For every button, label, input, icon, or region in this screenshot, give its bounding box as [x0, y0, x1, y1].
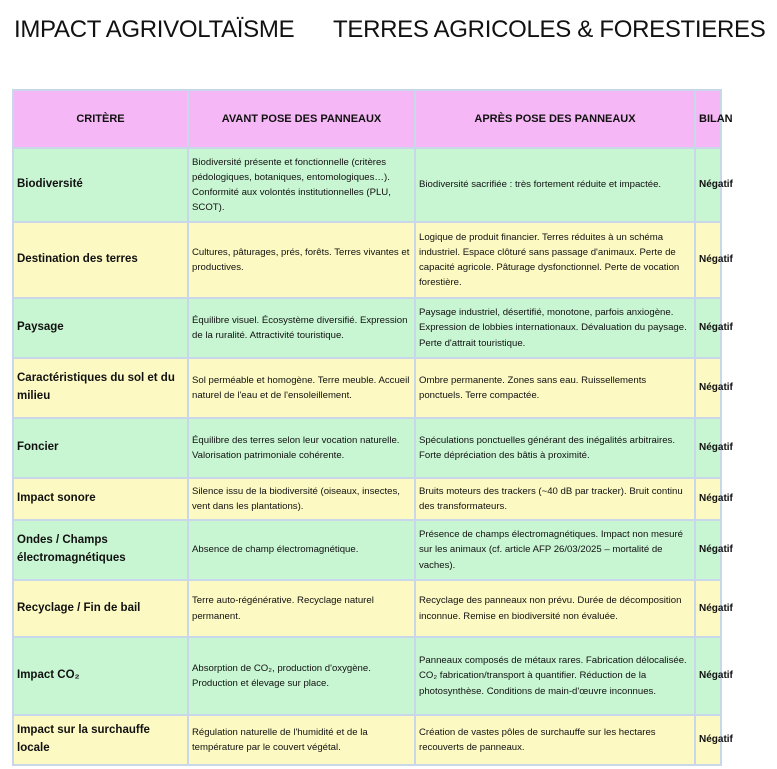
row-critere: Foncier	[13, 418, 188, 478]
row-avant: Terre auto-régénérative. Recyclage naturel permanent.	[188, 580, 415, 637]
row-bilan: Négatif	[695, 520, 721, 580]
table-row	[13, 222, 721, 298]
table-row	[13, 715, 721, 765]
row-critere: Ondes / Champs électromagnétiques	[13, 520, 188, 580]
table-row	[13, 520, 721, 580]
row-apres: Paysage industriel, désertifié, monotone, parfois anxiogène. Expression de lobbies internationaux. Dévaluation du paysage. Perte d'attrait touristique.	[415, 298, 695, 358]
title-left: IMPACT AGRIVOLTAÏSME	[14, 16, 295, 43]
row-apres: Panneaux composés de métaux rares. Fabrication délocalisée. CO₂ fabrication/transport à quantifier. Réduction de la photosynthèse. Conditions de main-d'œuvre inconnues.	[415, 637, 695, 715]
row-avant: Biodiversité présente et fonctionnelle (critères pédologiques, botaniques, entomologiques…). Conformité aux volontés institutionnelles (PLU, SCOT).	[188, 148, 415, 222]
row-avant: Absence de champ électromagnétique.	[188, 520, 415, 580]
table-row	[13, 358, 721, 418]
table-row	[13, 418, 721, 478]
row-bilan: Négatif	[695, 148, 721, 222]
row-avant: Sol perméable et homogène. Terre meuble. Accueil naturel de l'eau et de l'ensoleillement.	[188, 358, 415, 418]
row-bilan: Négatif	[695, 637, 721, 715]
row-avant: Cultures, pâturages, prés, forêts. Terres vivantes et productives.	[188, 222, 415, 298]
row-apres: Bruits moteurs des trackers (~40 dB par tracker). Bruit continu des transformateurs.	[415, 478, 695, 520]
title-right: TERRES AGRICOLES & FORESTIERES	[333, 16, 766, 43]
row-avant: Silence issu de la biodiversité (oiseaux, insectes, vent dans les plantations).	[188, 478, 415, 520]
row-apres: Présence de champs électromagnétiques. Impact non mesuré sur les animaux (cf. article AFP 26/03/2025 – mortalité de vaches).	[415, 520, 695, 580]
impact-table	[12, 89, 733, 766]
header-bilan: BILAN	[695, 90, 721, 148]
row-bilan: Négatif	[695, 222, 721, 298]
table-row	[13, 478, 721, 520]
row-apres: Création de vastes pôles de surchauffe sur les hectares recouverts de panneaux.	[415, 715, 695, 765]
row-avant: Absorption de CO₂, production d'oxygène. Production et élevage sur place.	[188, 637, 415, 715]
row-apres: Ombre permanente. Zones sans eau. Ruissellements ponctuels. Terre compactée.	[415, 358, 695, 418]
row-critere: Caractéristiques du sol et du milieu	[13, 358, 188, 418]
row-avant: Équilibre visuel. Écosystème diversifié. Expression de la ruralité. Attractivité touristique.	[188, 298, 415, 358]
row-critere: Impact sonore	[13, 478, 188, 520]
row-apres: Spéculations ponctuelles générant des inégalités arbitraires. Forte dépréciation des bâtis à proximité.	[415, 418, 695, 478]
header-row	[13, 90, 721, 148]
row-critere: Paysage	[13, 298, 188, 358]
row-critere: Recyclage / Fin de bail	[13, 580, 188, 637]
row-critere: Destination des terres	[13, 222, 188, 298]
table-row	[13, 637, 721, 715]
table-row	[13, 298, 721, 358]
row-critere: Impact sur la surchauffe locale	[13, 715, 188, 765]
row-critere: Impact CO₂	[13, 637, 188, 715]
header-avant: AVANT POSE DES PANNEAUX	[188, 90, 415, 148]
row-critere: Biodiversité	[13, 148, 188, 222]
table-row	[13, 148, 721, 222]
header-apres: APRÈS POSE DES PANNEAUX	[415, 90, 695, 148]
row-bilan: Négatif	[695, 358, 721, 418]
row-bilan: Négatif	[695, 418, 721, 478]
row-bilan: Négatif	[695, 478, 721, 520]
row-apres: Logique de produit financier. Terres réduites à un schéma industriel. Espace clôturé sans passage d'animaux. Perte de capacité agricole. Pâturage dysfonctionnel. Perte de vocation forestière.	[415, 222, 695, 298]
row-apres: Biodiversité sacrifiée : très fortement réduite et impactée.	[415, 148, 695, 222]
row-bilan: Négatif	[695, 715, 721, 765]
row-apres: Recyclage des panneaux non prévu. Durée de décomposition inconnue. Remise en biodiversité non évaluée.	[415, 580, 695, 637]
row-avant: Régulation naturelle de l'humidité et de la température par le couvert végétal.	[188, 715, 415, 765]
table-row	[13, 580, 721, 637]
header-critere: CRITÈRE	[13, 90, 188, 148]
row-avant: Équilibre des terres selon leur vocation naturelle. Valorisation patrimoniale cohérente.	[188, 418, 415, 478]
row-bilan: Négatif	[695, 580, 721, 637]
row-bilan: Négatif	[695, 298, 721, 358]
